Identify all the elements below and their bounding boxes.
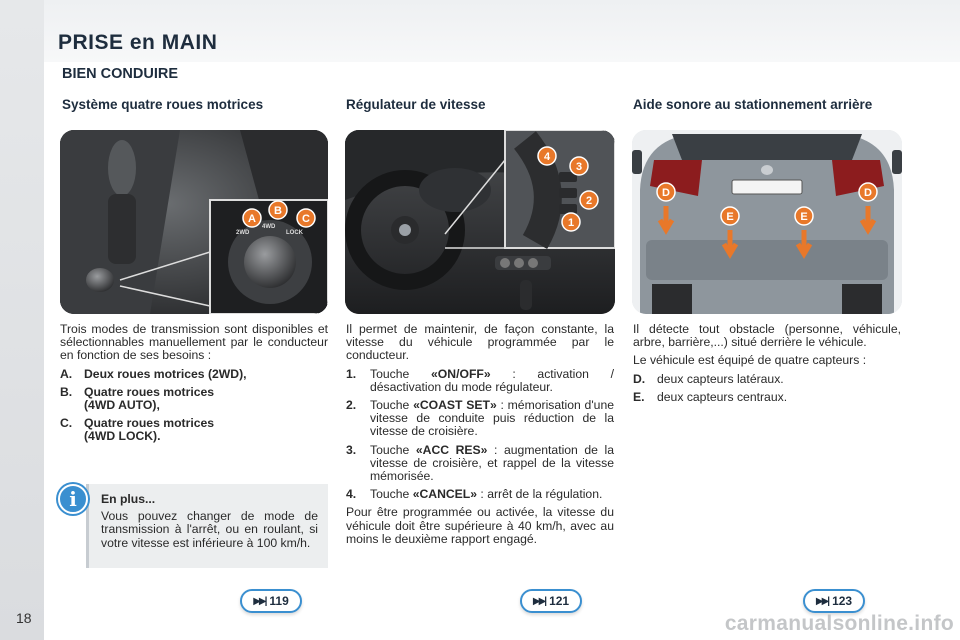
list-item: 3. Touche «ACC RES» : augmentation de la vitesse de croisière, et rappel de la vitesse mémorisée. <box>346 442 615 484</box>
info-box <box>86 484 328 568</box>
col1-intro: Trois modes de transmission sont disponibles et sélectionnables manuellement par le conducteur en fonction de ses besoins : <box>60 322 328 363</box>
four-wheel-drive-photo <box>60 130 328 314</box>
list-item: C. Quatre roues motrices (4WD LOCK). <box>60 416 215 444</box>
badge-e-left: E <box>726 211 734 223</box>
badge-3: 3 <box>575 161 583 173</box>
col1-body <box>60 323 328 449</box>
switch-label-4wd: 4WD <box>262 224 276 230</box>
col3-intro2: Le véhicule est équipé de quatre capteurs : <box>633 353 867 368</box>
section-heading: BIEN CONDUIRE <box>62 66 179 82</box>
fast-forward-icon: ▶▶| <box>253 595 266 607</box>
badge-e-right: E <box>800 211 808 223</box>
watermark: carmanualsonline.info <box>724 612 954 635</box>
col2-body <box>346 323 614 551</box>
list-item: B. Quatre roues motrices (4WD AUTO), <box>60 384 215 413</box>
switch-label-2wd: 2WD <box>236 230 250 236</box>
page-title: PRISE en MAIN <box>58 31 218 54</box>
col3-heading: Aide sonore au stationnement arrière <box>633 97 873 112</box>
badge-c: C <box>302 213 310 225</box>
col2-heading: Régulateur de vitesse <box>346 97 486 112</box>
left-margin-strip <box>0 0 44 640</box>
badge-4: 4 <box>543 151 551 163</box>
page-ref-123[interactable]: ▶▶| 123 <box>803 589 865 613</box>
list-item: A. Deux roues motrices (2WD), <box>60 366 247 381</box>
fast-forward-icon: ▶▶| <box>815 595 829 607</box>
parking-sensor-photo <box>632 130 902 314</box>
badge-1: 1 <box>567 217 575 229</box>
fast-forward-icon: ▶▶| <box>532 595 546 607</box>
col2-intro: Il permet de maintenir, de façon constante, la vitesse du véhicule programmée par le conducteur. <box>346 322 614 363</box>
list-item: 1. Touche «ON/OFF» : activation / désactivation du mode régulateur. <box>346 366 614 394</box>
list-item: 4. Touche «CANCEL» : arrêt de la régulation. <box>346 487 603 502</box>
page-number: 18 <box>16 610 32 626</box>
cruise-control-photo <box>345 130 615 314</box>
badge-b: B <box>274 205 282 217</box>
list-item: E. deux capteurs centraux. <box>633 389 788 404</box>
col3-intro: Il détecte tout obstacle (personne, véhicule, arbre, barrière,...) situé derrière le véhicule. <box>633 322 901 350</box>
badge-2: 2 <box>585 195 593 207</box>
info-icon: i <box>58 484 88 514</box>
col2-outro: Pour être programmée ou activée, la vitesse du véhicule doit être supérieure à 40 km/h, avec au moins le deuxième rapport engagé. <box>346 505 614 546</box>
col1-heading: Système quatre roues motrices <box>62 97 264 112</box>
list-item: 2. Touche «COAST SET» : mémorisation d'une vitesse de conduite puis réduction de la vitesse de croisière. <box>346 398 614 439</box>
page-ref-119[interactable]: ▶▶| 119 <box>240 589 302 613</box>
col3-body <box>633 323 901 409</box>
badge-a: A <box>248 213 256 225</box>
info-title: En plus... <box>101 492 156 506</box>
info-text: Vous pouvez changer de mode de transmission à l'arrêt, ou en roulant, si votre vitesse est inférieure à 100 km/h. <box>101 509 318 550</box>
badge-d-right: D <box>864 187 872 199</box>
switch-label-lock: LOCK <box>286 230 303 236</box>
list-item: D. deux capteurs latéraux. <box>633 371 784 386</box>
badge-d-left: D <box>662 187 670 199</box>
page-ref-121[interactable]: ▶▶| 121 <box>520 589 582 613</box>
